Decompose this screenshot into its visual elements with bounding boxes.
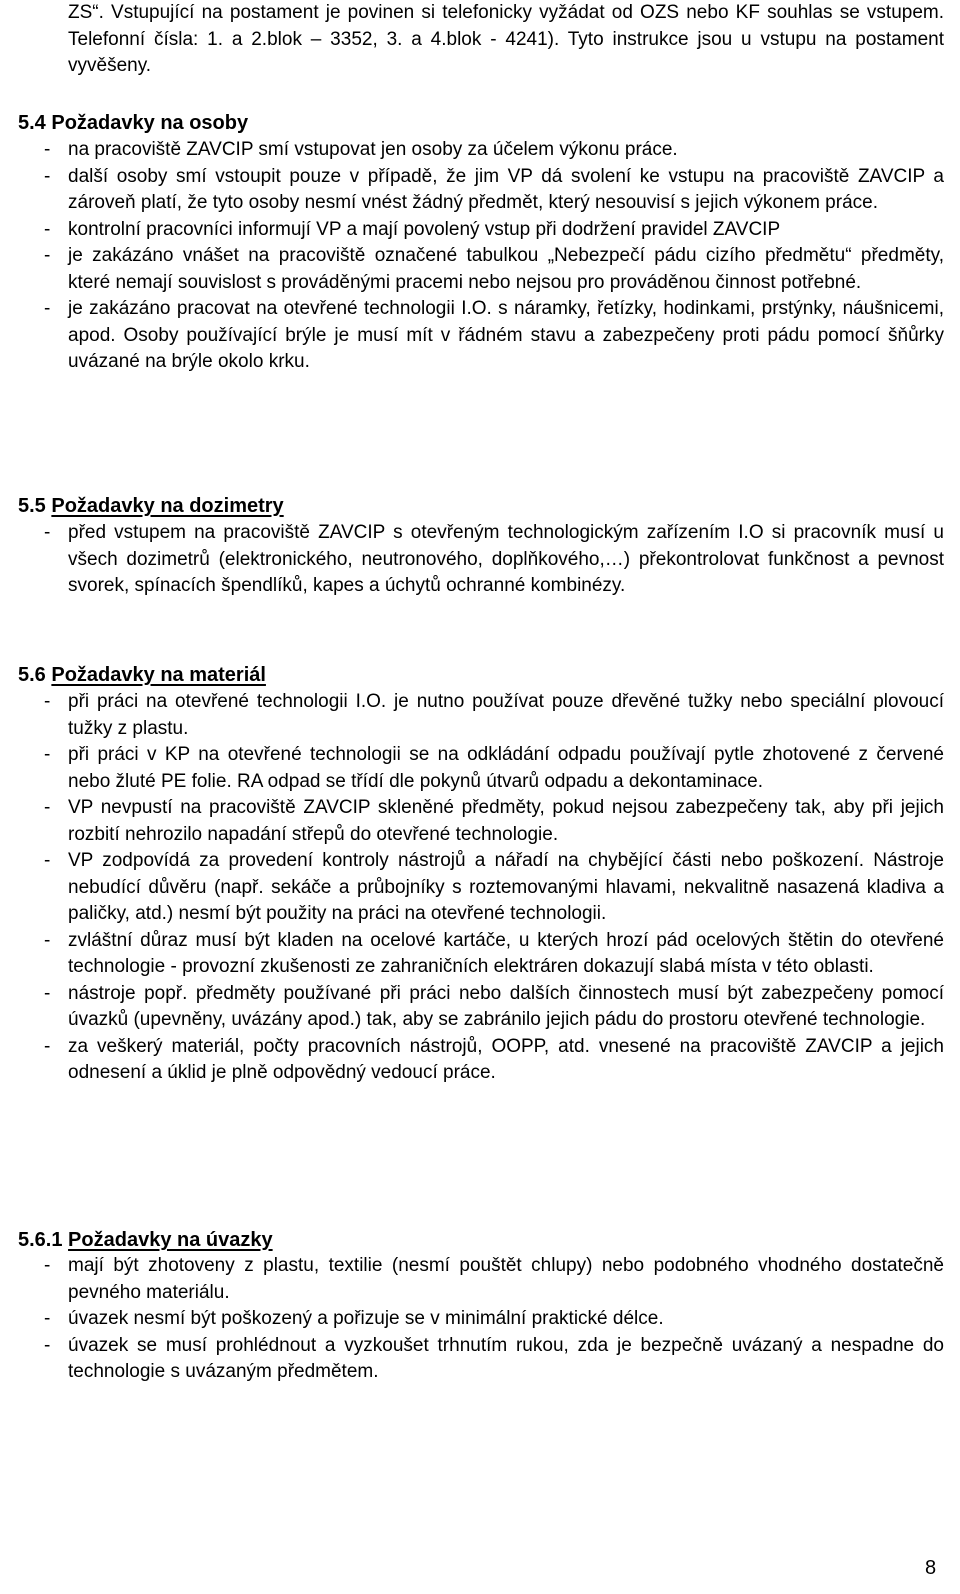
section-list-osoby	[18, 137, 944, 376]
list-item: - úvazek se musí prohlédnout a vyzkoušet trhnutím rukou, zda je bezpečně uvázaný a nespadne do technologie s uvázaným předmětem.	[18, 1333, 944, 1386]
page-number: 8	[925, 1557, 937, 1579]
section-list-material	[18, 689, 944, 1087]
list-item: - na pracoviště ZAVCIP smí vstupovat jen osoby za účelem výkonu práce.	[18, 137, 944, 164]
section-list-dozimetry	[18, 520, 944, 600]
section-heading-dozimetry	[18, 493, 284, 519]
section-title: Požadavky na osoby	[51, 112, 249, 134]
section-title: Požadavky na materiál	[51, 664, 266, 686]
section-number: 5.4	[18, 112, 46, 134]
list-item: - úvazek nesmí být poškozený a pořizuje se v minimální praktické délce.	[18, 1306, 944, 1333]
list-item: - za veškerý materiál, počty pracovních nástrojů, OOPP, atd. vnesené na pracoviště ZAVCIP a jejich odnesení a úklid je plně odpovědný vedoucí práce.	[18, 1034, 944, 1087]
section-list-uvazky	[18, 1253, 944, 1386]
list-item: - je zakázáno pracovat na otevřené technologii I.O. s náramky, řetízky, hodinkami, prstýnky, náušnicemi, apod. Osoby používající brýle je musí mít v řádném stavu a zabezpečeny proti pádu pomocí šňůrky uvázané na brýle okolo krku.	[18, 296, 944, 376]
list-item: - je zakázáno vnášet na pracoviště označené tabulkou „Nebezpečí pádu cizího předmětu“ předměty, které nemají souvislost s prováděnými pracemi nebo nejsou pro prováděnou činnost potřebné.	[18, 243, 944, 296]
list-item: - nástroje popř. předměty používané při práci nebo dalších činnostech musí být zabezpečeny pomocí úvazků (upevněny, uvázány apod.) tak, aby se zabránilo jejich pádu do prostoru otevřené technologie.	[18, 981, 944, 1034]
list-item: - mají být zhotoveny z plastu, textilie (nesmí pouštět chlupy) nebo podobného vhodného dostatečně pevného materiálu.	[18, 1253, 944, 1306]
list-item: - před vstupem na pracoviště ZAVCIP s otevřeným technologickým zařízením I.O si pracovník musí u všech dozimetrů (elektronického, neutronového, doplňkového,…) překontrolovat funkčnost a pevnost svorek, spínacích špendlíků, kapes a úchytů ochranné kombinézy.	[18, 520, 944, 600]
section-number: 5.5	[18, 495, 46, 517]
section-number: 5.6.1	[18, 1229, 63, 1251]
section-heading-uvazky	[18, 1227, 273, 1253]
section-heading-material	[18, 662, 266, 688]
list-item: - zvláštní důraz musí být kladen na ocelové kartáče, u kterých hrozí pád ocelových štětin do otevřené technologie - provozní zkušenosti ze zahraničních elektráren dokazují slabá místa v této oblasti.	[18, 928, 944, 981]
list-item: - při práci na otevřené technologii I.O. je nutno používat pouze dřevěné tužky nebo speciální plovoucí tužky z plastu.	[18, 689, 944, 742]
list-item: - při práci v KP na otevřené technologii se na odkládání odpadu používají pytle zhotovené z červené nebo žluté PE folie. RA odpad se třídí dle pokynů útvarů odpadu a dekontaminace.	[18, 742, 944, 795]
list-item: - kontrolní pracovníci informují VP a mají povolený vstup při dodržení pravidel ZAVCIP	[18, 217, 944, 244]
section-heading-osoby	[18, 110, 248, 136]
list-item: - VP zodpovídá za provedení kontroly nástrojů a nářadí na chybějící části nebo poškození. Nástroje nebudící důvěru (např. sekáče a průbojníky s roztemovanými hlavami, nekvalitně nasazená kladiva a paličky, atd.) nesmí být použity na práci na otevřené technologii.	[18, 848, 944, 928]
intro-paragraph: ZS“. Vstupující na postament je povinen si telefonicky vyžádat od OZS nebo KF souhlas se vstupem. Telefonní čísla: 1. a 2.blok – 3352, 3. a 4.blok - 4241). Tyto instrukce jsou u vstupu na postament vyvěšeny.	[68, 2, 944, 76]
section-number: 5.6	[18, 664, 46, 686]
section-title: Požadavky na dozimetry	[51, 495, 284, 517]
list-item: - další osoby smí vstoupit pouze v případě, že jim VP dá svolení ke vstupu na pracoviště ZAVCIP a zároveň platí, že tyto osoby nesmí vnést žádný předmět, který nesouvisí s jejich výkonem práce.	[18, 164, 944, 217]
section-title: Požadavky na úvazky	[68, 1229, 273, 1251]
list-item: - VP nevpustí na pracoviště ZAVCIP skleněné předměty, pokud nejsou zabezpečeny tak, aby při jejich rozbití nehrozilo napadání střepů do otevřené technologie.	[18, 795, 944, 848]
